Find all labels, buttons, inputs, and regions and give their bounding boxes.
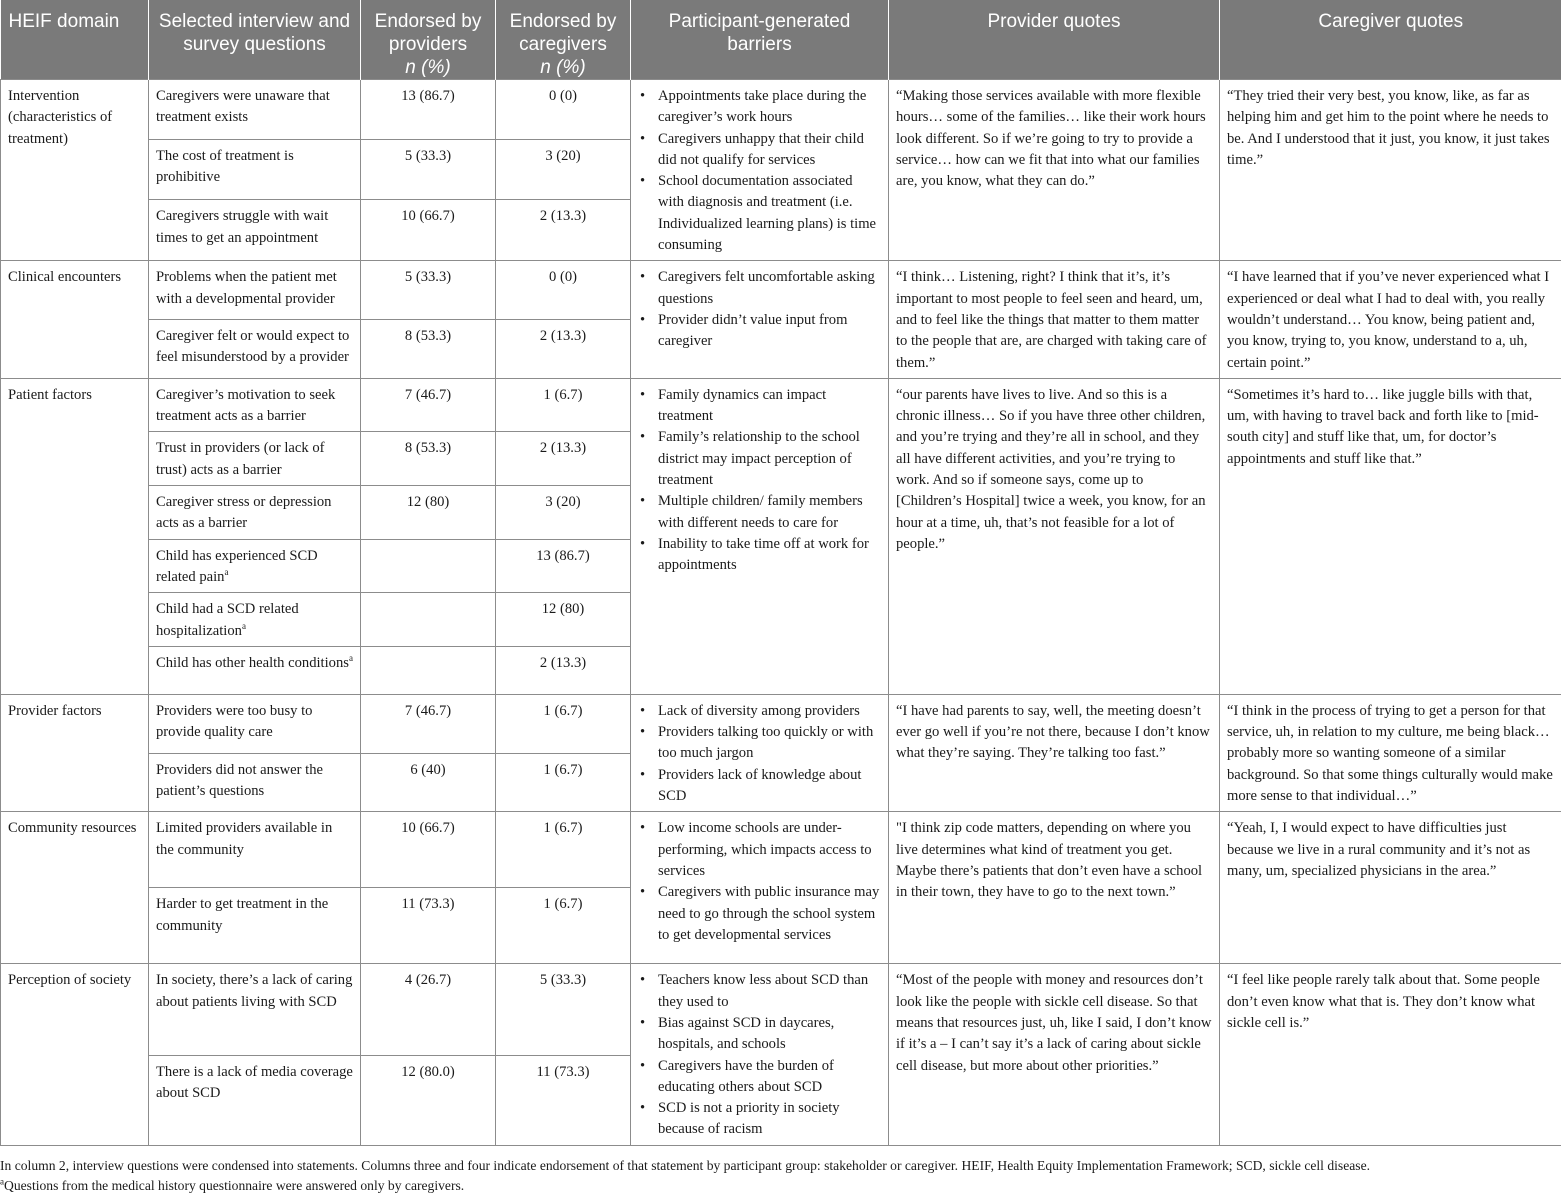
provider-quote: “I think… Listening, right? I think that it’s, it’s important to most people to feel seen and heard, um, and to feel like the things that matter to them matter to the people that are, are charged with taking care of them.” [889, 261, 1220, 378]
barrier-list [638, 267, 881, 352]
bullet-icon: • [640, 818, 645, 839]
question-text: Providers did not answer the patient’s questions [156, 762, 323, 799]
barrier-text: Multiple children/ family members with different needs to care for [658, 493, 863, 530]
barrier-text: Family’s relationship to the school district may impact perception of treatment [658, 429, 860, 488]
question-cell [149, 378, 361, 432]
providers-value [361, 593, 496, 647]
caregivers-value: 13 (86.7) [496, 539, 631, 593]
provider-quote: “our parents have lives to live. And so this is a chronic illness… So if you have three other children, and you’re trying and they’re all in school, and they all have different activities, and you’re trying to work. And so if someone says, come up to [Children’s Hospital] twice a week, you know, for an hour at a time, uh, that’s not feasible for a lot of people.” [889, 378, 1220, 694]
bullet-icon: • [640, 171, 645, 192]
barrier-list [638, 701, 881, 807]
barrier-list [638, 86, 881, 256]
providers-value: 7 (46.7) [361, 694, 496, 753]
domain-cell: Provider factors [1, 694, 149, 811]
barrier-item [658, 701, 881, 722]
question-cell [149, 80, 361, 140]
providers-value: 5 (33.3) [361, 261, 496, 320]
caregivers-value: 11 (73.3) [496, 1055, 631, 1145]
caregivers-value: 2 (13.3) [496, 646, 631, 694]
barrier-text: Low income schools are under-performing, which impacts access to services [658, 820, 872, 879]
caregiver-quote: “Sometimes it’s hard to… like juggle bills with that, um, with having to travel back and forth like to [mid-south city] and stuff like that, um, for doctor’s appointments and stuff like that.” [1220, 378, 1561, 694]
provider-quote: “Most of the people with money and resources don’t look like the people with sickle cell disease. So that means that resources just, uh, like I said, I don’t know if it’s a – I can’t say it’s a lack of caring about sickle cell disease, but more about other priorities.” [889, 964, 1220, 1145]
barrier-item [658, 970, 881, 1013]
caregiver-quote: “Yeah, I, I would expect to have difficulties just because we live in a rural community and it’s not as many, um, specialized physicians in the area.” [1220, 812, 1561, 964]
table-row [1, 80, 1561, 140]
providers-value: 6 (40) [361, 753, 496, 812]
barrier-item [658, 1056, 881, 1099]
table-row [1, 964, 1561, 1055]
question-cell [149, 888, 361, 964]
domain-cell: Intervention (characteristics of treatment) [1, 80, 149, 261]
barrier-item [658, 818, 881, 882]
providers-value: 10 (66.7) [361, 200, 496, 261]
caregivers-value: 0 (0) [496, 261, 631, 320]
barrier-text: Caregivers felt uncomfortable asking questions [658, 269, 875, 306]
providers-value: 4 (26.7) [361, 964, 496, 1055]
question-text: Harder to get treatment in the community [156, 896, 328, 933]
caregivers-value: 1 (6.7) [496, 753, 631, 812]
barrier-item [658, 882, 881, 946]
barrier-item [658, 491, 881, 534]
question-text: Child had a SCD related hospitalization [156, 601, 299, 638]
barrier-text: SCD is not a priority in society because of racism [658, 1100, 840, 1137]
barrier-item [658, 765, 881, 808]
providers-value: 12 (80) [361, 486, 496, 540]
providers-value: 12 (80.0) [361, 1055, 496, 1145]
header-provider-quotes: Provider quotes [889, 0, 1220, 80]
barriers-cell [631, 80, 889, 261]
header-caregiver-quotes: Caregiver quotes [1220, 0, 1561, 80]
table-row [1, 812, 1561, 888]
header-caregivers [496, 0, 631, 80]
question-text: Caregiver stress or depression acts as a barrier [156, 494, 331, 531]
bullet-icon: • [640, 1013, 645, 1034]
question-cell [149, 539, 361, 593]
header-providers-n: n (%) [405, 57, 450, 78]
barrier-item [658, 310, 881, 353]
question-cell [149, 694, 361, 753]
caregiver-quote: “I think in the process of trying to get a person for that service, uh, in relation to my culture, me being black… probably more so wanting someone of a similar background. So that some things culturally would make more sense to that individual…” [1220, 694, 1561, 811]
barrier-item [658, 171, 881, 256]
footnote-ref: a [242, 621, 246, 631]
bullet-icon: • [640, 129, 645, 150]
question-text: Problems when the patient met with a developmental provider [156, 269, 337, 306]
barrier-text: Caregivers with public insurance may need to go through the school system to get developmental services [658, 884, 879, 943]
barrier-text: School documentation associated with diagnosis and treatment (i.e. Individualized learning plans) is time consuming [658, 173, 876, 253]
providers-value: 10 (66.7) [361, 812, 496, 888]
bullet-icon: • [640, 882, 645, 903]
bullet-icon: • [640, 701, 645, 722]
bullet-icon: • [640, 765, 645, 786]
barrier-text: Family dynamics can impact treatment [658, 387, 826, 424]
barriers-cell [631, 964, 889, 1145]
question-cell [149, 320, 361, 379]
question-cell [149, 200, 361, 261]
barrier-item [658, 385, 881, 428]
providers-value: 8 (53.3) [361, 432, 496, 486]
providers-value: 13 (86.7) [361, 80, 496, 140]
providers-value: 11 (73.3) [361, 888, 496, 964]
domain-cell: Perception of society [1, 964, 149, 1145]
domain-cell: Patient factors [1, 378, 149, 694]
header-caregivers-n: n (%) [540, 57, 585, 78]
header-barriers: Participant-generated barriers [631, 0, 889, 80]
footnote-ref: a [224, 567, 228, 577]
barrier-item [658, 1098, 881, 1141]
caregiver-quote: “They tried their very best, you know, like, as far as helping him and get him to the point where he needs to be. And I understood that it just, you know, it just takes time.” [1220, 80, 1561, 261]
caregivers-value: 1 (6.7) [496, 694, 631, 753]
barrier-text: Lack of diversity among providers [658, 703, 860, 719]
footnote-a [0, 1176, 1561, 1196]
bullet-icon: • [640, 310, 645, 331]
question-text: The cost of treatment is prohibitive [156, 148, 294, 185]
question-text: Caregiver’s motivation to seek treatment acts as a barrier [156, 387, 335, 424]
barrier-text: Caregivers have the burden of educating others about SCD [658, 1058, 834, 1095]
provider-quote: "I think zip code matters, depending on where you live determines what kind of treatment you get. Maybe there’s patients that don’t even have a school in their town, they have to go to the next town.” [889, 812, 1220, 964]
question-text: In society, there’s a lack of caring about patients living with SCD [156, 972, 352, 1009]
header-question: Selected interview and survey questions [149, 0, 361, 80]
providers-value: 7 (46.7) [361, 378, 496, 432]
table-body [1, 80, 1561, 1146]
table-row [1, 261, 1561, 320]
providers-value: 5 (33.3) [361, 140, 496, 200]
footnote-text: Questions from the medical history questionnaire were answered only by caregivers. [4, 1178, 464, 1193]
barrier-text: Providers lack of knowledge about SCD [658, 767, 861, 804]
question-text: Caregivers were unaware that treatment exists [156, 88, 330, 125]
caregivers-value: 1 (6.7) [496, 812, 631, 888]
table-row [1, 694, 1561, 753]
header-providers-label: Endorsed by providers [375, 11, 482, 55]
question-text: Trust in providers (or lack of trust) acts as a barrier [156, 440, 324, 477]
barrier-item [658, 534, 881, 577]
question-text: There is a lack of media coverage about SCD [156, 1064, 353, 1101]
providers-value: 8 (53.3) [361, 320, 496, 379]
caregivers-value: 2 (13.3) [496, 320, 631, 379]
question-cell [149, 593, 361, 647]
barrier-text: Provider didn’t value input from caregiver [658, 312, 847, 349]
barrier-list [638, 818, 881, 946]
caregivers-value: 1 (6.7) [496, 378, 631, 432]
table-note: In column 2, interview questions were condensed into statements. Columns three and four indicate endorsement of that statement by participant group: stakeholder or caregiver. HEIF, Health Equity Implementation Framework; SCD, sickle cell disease. [0, 1156, 1561, 1176]
barrier-item [658, 427, 881, 491]
question-text: Limited providers available in the community [156, 820, 332, 857]
barriers-cell [631, 261, 889, 378]
bullet-icon: • [640, 267, 645, 288]
caregivers-value: 0 (0) [496, 80, 631, 140]
domain-cell: Community resources [1, 812, 149, 964]
bullet-icon: • [640, 491, 645, 512]
question-cell [149, 261, 361, 320]
bullet-icon: • [640, 722, 645, 743]
barrier-text: Teachers know less about SCD than they used to [658, 972, 868, 1009]
bullet-icon: • [640, 86, 645, 107]
barriers-cell [631, 812, 889, 964]
header-domain: HEIF domain [1, 0, 149, 80]
caregiver-quote: “I have learned that if you’ve never experienced what I experienced or deal what I had to deal with, you really wouldn’t understand… You know, being patient and, you know, trying to, you know, understand to a, uh, certain point.” [1220, 261, 1561, 378]
footnote-marker: a [0, 1176, 4, 1186]
barrier-item [658, 1013, 881, 1056]
caregivers-value: 1 (6.7) [496, 888, 631, 964]
providers-value [361, 646, 496, 694]
barrier-item [658, 722, 881, 765]
question-cell [149, 753, 361, 812]
caregivers-value: 2 (13.3) [496, 200, 631, 261]
domain-cell: Clinical encounters [1, 261, 149, 378]
footnote-ref: a [349, 653, 353, 663]
question-cell [149, 812, 361, 888]
provider-quote: “Making those services available with more flexible hours… some of the families… like their work hours look different. So if we’re going to try to provide a service… how can we fit that into what our families are, you know, what they can do.” [889, 80, 1220, 261]
caregivers-value: 2 (13.3) [496, 432, 631, 486]
caregivers-value: 3 (20) [496, 486, 631, 540]
bullet-icon: • [640, 970, 645, 991]
barrier-text: Bias against SCD in daycares, hospitals, and schools [658, 1015, 834, 1052]
barrier-text: Inability to take time off at work for appointments [658, 536, 869, 573]
barrier-text: Appointments take place during the caregiver’s work hours [658, 88, 866, 125]
barrier-list [638, 970, 881, 1140]
caregivers-value: 3 (20) [496, 140, 631, 200]
barrier-text: Caregivers unhappy that their child did not qualify for services [658, 131, 864, 168]
question-cell [149, 486, 361, 540]
caregivers-value: 12 (80) [496, 593, 631, 647]
barrier-item [658, 86, 881, 129]
question-text: Providers were too busy to provide quality care [156, 703, 312, 740]
bullet-icon: • [640, 427, 645, 448]
header-providers [361, 0, 496, 80]
table-notes [0, 1146, 1561, 1196]
caregiver-quote: “I feel like people rarely talk about that. Some people don’t even know what that is. They don’t know what sickle cell is.” [1220, 964, 1561, 1145]
bullet-icon: • [640, 534, 645, 555]
table-row [1, 378, 1561, 432]
barrier-item [658, 129, 881, 172]
header-caregivers-label: Endorsed by caregivers [510, 11, 617, 55]
question-cell [149, 140, 361, 200]
question-cell [149, 432, 361, 486]
question-text: Caregivers struggle with wait times to get an appointment [156, 208, 328, 245]
barriers-cell [631, 378, 889, 694]
question-text: Child has other health conditions [156, 655, 349, 671]
question-text: Caregiver felt or would expect to feel misunderstood by a provider [156, 328, 349, 365]
table-header [1, 0, 1561, 80]
barrier-text: Providers talking too quickly or with too much jargon [658, 724, 873, 761]
bullet-icon: • [640, 1056, 645, 1077]
barrier-list [638, 385, 881, 577]
barriers-cell [631, 694, 889, 811]
barrier-item [658, 267, 881, 310]
question-text: Child has experienced SCD related pain [156, 548, 318, 585]
bullet-icon: • [640, 385, 645, 406]
question-cell [149, 646, 361, 694]
question-cell [149, 964, 361, 1055]
providers-value [361, 539, 496, 593]
provider-quote: “I have had parents to say, well, the meeting doesn’t ever go well if you’re not there, because I don’t know what they’re saying. They’re talking too fast.” [889, 694, 1220, 811]
bullet-icon: • [640, 1098, 645, 1119]
caregivers-value: 5 (33.3) [496, 964, 631, 1055]
